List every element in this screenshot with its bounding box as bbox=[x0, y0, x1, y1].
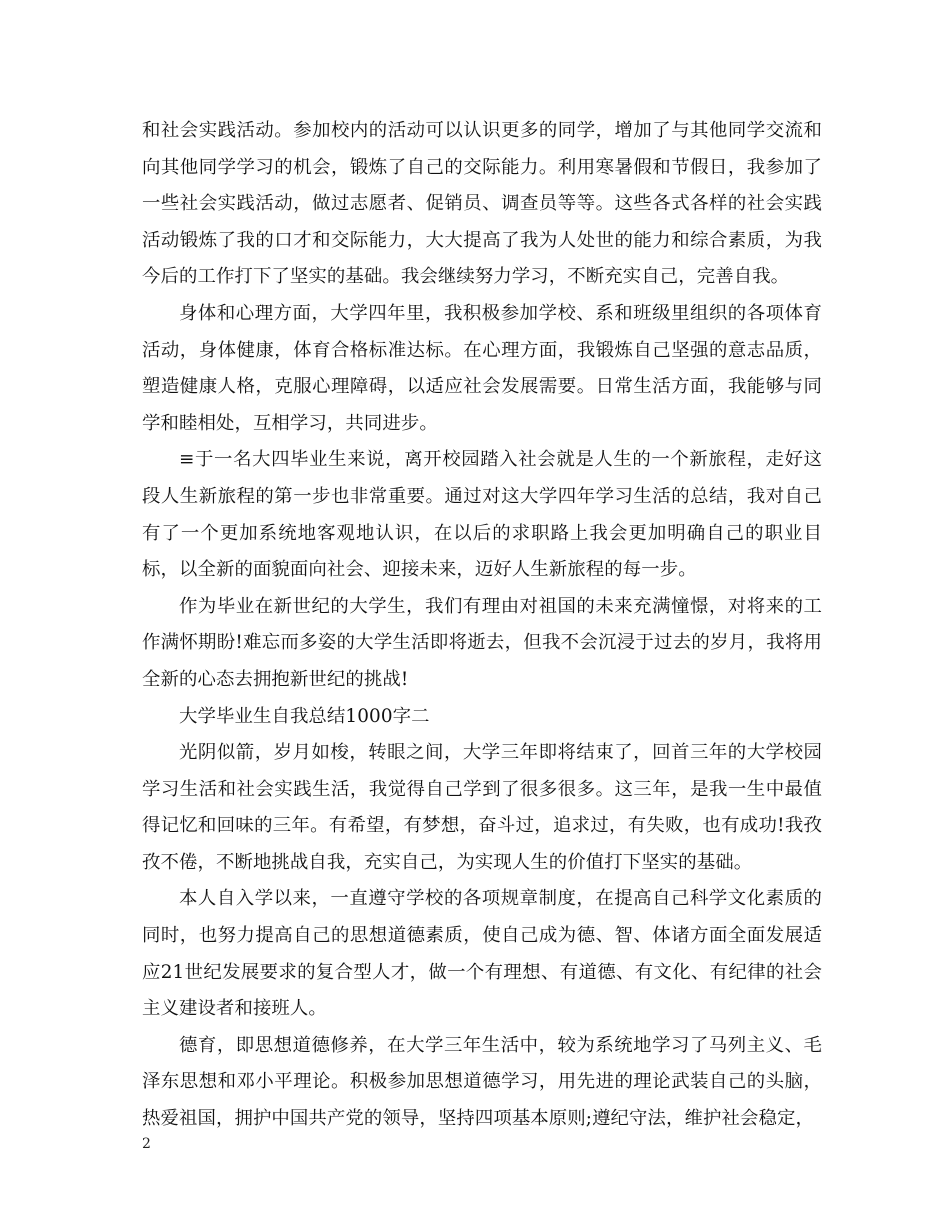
paragraph-3: ≡于一名大四毕业生来说，离开校园踏入社会就是人生的一个新旅程，走好这段人生新旅程的第一步也非常重要。通过对这大学四年学习生活的总结，我对自己有了一个更加系统地客观地认识，在以后的求职路上我会更加明确自己的职业目标，以全新的面貌面向社会、迎接未来，迈好人生新旅程的每一步。 bbox=[142, 449, 822, 581]
paragraph-4: 作为毕业在新世纪的大学生，我们有理由对祖国的未来充满憧憬，对将来的工作满怀期盼!难忘而多姿的大学生活即将逝去，但我不会沉浸于过去的岁月，我将用全新的心态去拥抱新世纪的挑战! bbox=[142, 595, 822, 690]
paragraph-5: 光阴似箭，岁月如梭，转眼之间，大学三年即将结束了，回首三年的大学校园学习生活和社会实践生活，我觉得自己学到了很多很多。这三年，是我一生中最值得记忆和回味的三年。有希望，有梦想，奋斗过，追求过，有失败，也有成功!我孜孜不倦，不断地挑战自我，充实自己，为实现人生的价值打下坚实的基础。 bbox=[142, 742, 822, 873]
section-heading: 大学毕业生自我总结1000字二 bbox=[179, 705, 430, 727]
page-number: 2 bbox=[142, 1136, 151, 1152]
paragraph-7: 德育，即思想道德修养，在大学三年生活中，较为系统地学习了马列主义、毛泽东思想和邓小平理论。积极参加思想道德学习，用先进的理论武装自己的头脑，热爱祖国，拥护中国共产党的领导，坚持四项基本原则;遵纪守法，维护社会稳定， bbox=[142, 1034, 822, 1130]
paragraph-2: 身体和心理方面，大学四年里，我积极参加学校、系和班级里组织的各项体育活动，身体健康，体育合格标准达标。在心理方面，我锻炼自己坚强的意志品质，塑造健康人格，克服心理障碍，以适应社会发展需要。日常生活方面，我能够与同学和睦相处，互相学习，共同进步。 bbox=[142, 302, 822, 434]
body-text bbox=[142, 113, 822, 1138]
paragraph-1: 和社会实践活动。参加校内的活动可以认识更多的同学，增加了与其他同学交流和向其他同学学习的机会，锻炼了自己的交际能力。利用寒暑假和节假日，我参加了一些社会实践活动，做过志愿者、促销员、调查员等等。这些各式各样的社会实践活动锻炼了我的口才和交际能力，大大提高了我为人处世的能力和综合素质，为我今后的工作打下了坚实的基础。我会继续努力学习，不断充实自己，完善自我。 bbox=[142, 120, 822, 288]
paragraph-6: 本人自入学以来，一直遵守学校的各项规章制度，在提高自己科学文化素质的同时，也努力提高自己的思想道德素质，使自己成为德、智、体诸方面全面发展适应21世纪发展要求的复合型人才，做一个有理想、有道德、有文化、有纪律的社会主义建设者和接班人。 bbox=[142, 888, 822, 1020]
